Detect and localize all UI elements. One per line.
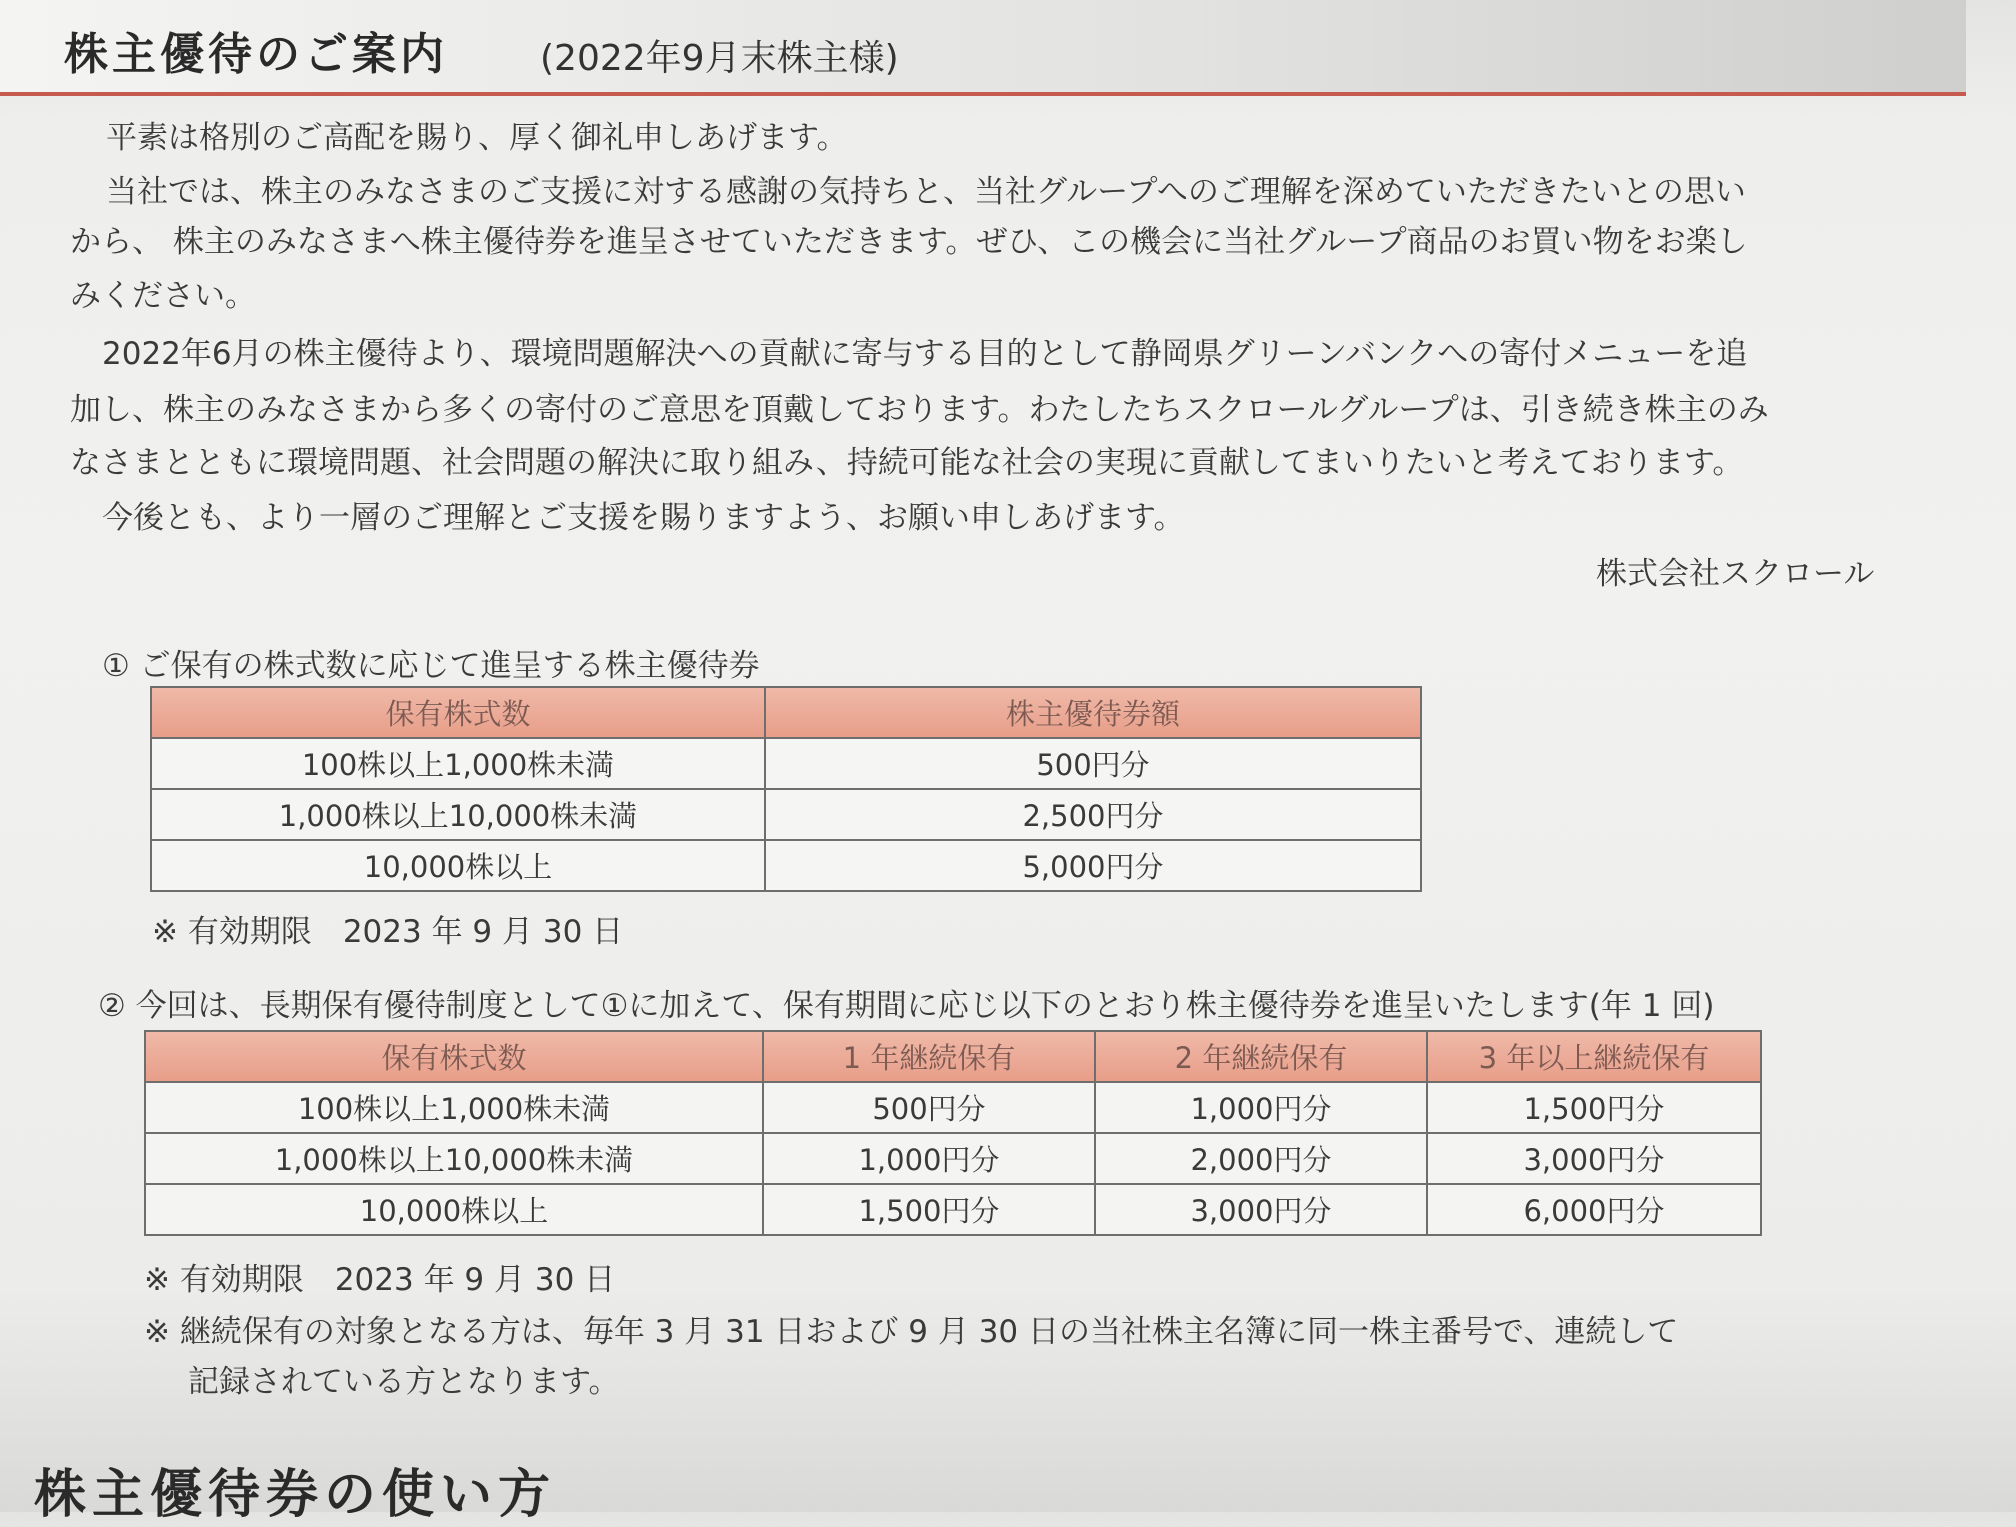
table-cell: 1,000円分 [1095,1082,1427,1133]
continuous-holding-note: ※ 継続保有の対象となる方は、毎年 3 月 31 日および 9 月 30 日の当社株主名簿に同一株主番号で、連続して [144,1314,1679,1350]
table-header: 株主優待券額 [765,687,1421,738]
table-cell: 10,000株以上 [151,840,765,891]
continuous-holding-note: 記録されている方となります。 [188,1364,620,1400]
page-title: 株主優待のご案内 [64,29,448,80]
table-row [145,1082,1761,1133]
table-cell: 100株以上1,000株未満 [145,1082,763,1133]
table-header: 保有株式数 [145,1031,763,1082]
table-header: 3 年以上継続保有 [1427,1031,1761,1082]
table-cell: 5,000円分 [765,840,1421,891]
table-row [151,738,1421,789]
table-cell: 500円分 [765,738,1421,789]
table-cell: 3,000円分 [1095,1184,1427,1235]
company-signature: 株式会社スクロール [1596,556,1875,592]
table-header: 保有株式数 [151,687,765,738]
table-cell: 1,000株以上10,000株未満 [145,1133,763,1184]
intro-line: みください。 [70,278,256,314]
table-header-row [145,1031,1761,1082]
table-cell: 100株以上1,000株未満 [151,738,765,789]
usage-section-title: 株主優待券の使い方 [34,1465,557,1525]
table-header: 2 年継続保有 [1095,1031,1427,1082]
table-cell: 1,000株以上10,000株未満 [151,789,765,840]
header-band [0,0,1966,96]
table-cell: 2,500円分 [765,789,1421,840]
intro-line: 加し、株主のみなさまから多くの寄付のご意思を頂戴しております。わたしたちスクロールグループは、引き続き株主のみ [70,392,1769,428]
intro-line: から、 株主のみなさまへ株主優待券を進呈させていただきます。ぜひ、この機会に当社グループ商品のお買い物をお楽し [70,224,1748,260]
table-row [151,789,1421,840]
intro-line: 平素は格別のご高配を賜り、厚く御礼申しあげます。 [106,120,848,156]
page-subtitle: (2022年9月末株主様) [540,38,899,79]
table-cell: 3,000円分 [1427,1133,1761,1184]
table-row [151,840,1421,891]
intro-line: 今後とも、より一層のご理解とご支援を賜りますよう、お願い申しあげます。 [102,500,1185,536]
table-cell: 1,500円分 [763,1184,1095,1235]
table-header: 1 年継続保有 [763,1031,1095,1082]
intro-line: 2022年6月の株主優待より、環境問題解決への貢献に寄与する目的として静岡県グリーンバンクへの寄付メニューを追 [102,336,1748,372]
expiry-note: ※ 有効期限 2023 年 9 月 30 日 [144,1262,616,1298]
table-row [145,1133,1761,1184]
intro-line: なさまとともに環境問題、社会問題の解決に取り組み、持続可能な社会の実現に貢献してまいりたいと考えております。 [70,445,1744,481]
table-cell: 1,500円分 [1427,1082,1761,1133]
table-cell: 10,000株以上 [145,1184,763,1235]
table-cell: 1,000円分 [763,1133,1095,1184]
benefit-table [150,686,1422,892]
expiry-note: ※ 有効期限 2023 年 9 月 30 日 [152,914,624,950]
intro-line: 当社では、株主のみなさまのご支援に対する感謝の気持ちと、当社グループへのご理解を深めていただきたいとの思い [106,174,1746,210]
table-cell: 500円分 [763,1082,1095,1133]
table-cell: 2,000円分 [1095,1133,1427,1184]
section1-title: ① ご保有の株式数に応じて進呈する株主優待券 [102,648,760,684]
table-row [145,1184,1761,1235]
table-cell: 6,000円分 [1427,1184,1761,1235]
long-term-table [144,1030,1762,1236]
section2-title: ② 今回は、長期保有優待制度として①に加えて、保有期間に応じ以下のとおり株主優待券を進呈いたします(年 1 回) [98,988,1715,1024]
table-header-row [151,687,1421,738]
